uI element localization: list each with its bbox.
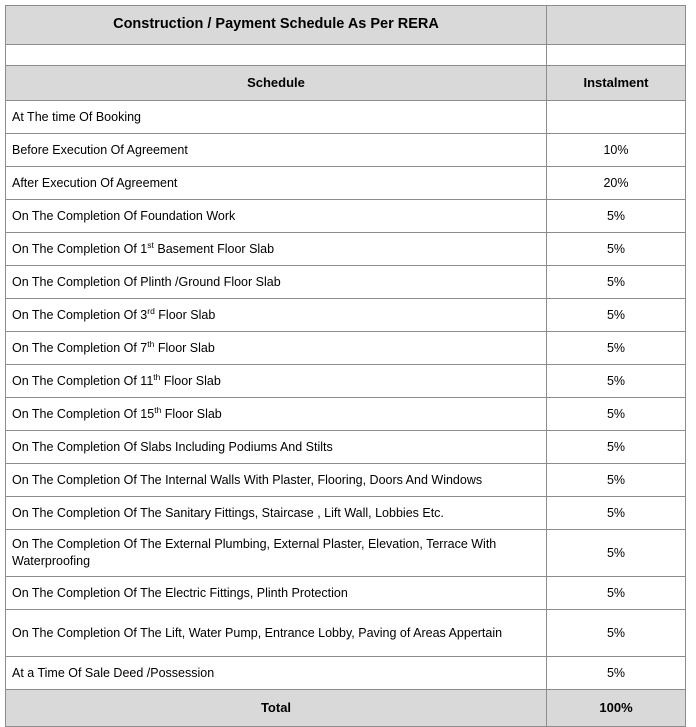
table-row bbox=[6, 299, 686, 332]
table-row bbox=[6, 577, 686, 610]
row-schedule-label bbox=[6, 365, 547, 398]
table-row bbox=[6, 657, 686, 690]
row-schedule-label bbox=[6, 233, 547, 266]
row-instalment-value: 5% bbox=[547, 266, 686, 299]
row-schedule-label: On The Completion Of Slabs Including Podiums And Stilts bbox=[6, 431, 547, 464]
row-instalment-value: 5% bbox=[547, 299, 686, 332]
table-row bbox=[6, 101, 686, 134]
table-row bbox=[6, 134, 686, 167]
title-row-blank-cell bbox=[547, 6, 686, 45]
spacer-cell-right bbox=[547, 45, 686, 66]
total-value: 100% bbox=[547, 690, 686, 727]
row-text-before: On The Completion Of 15 bbox=[12, 406, 155, 421]
row-schedule-label: On The Completion Of The Lift, Water Pump, Entrance Lobby, Paving of Areas Appertain bbox=[6, 610, 547, 657]
row-text-after: Basement Floor Slab bbox=[153, 241, 275, 256]
spacer-cell-left bbox=[6, 45, 547, 66]
row-instalment-value: 5% bbox=[547, 610, 686, 657]
column-header-schedule: Schedule bbox=[6, 66, 547, 101]
table-title-row bbox=[6, 6, 686, 45]
row-text-superscript: rd bbox=[147, 305, 155, 316]
row-schedule-label: After Execution Of Agreement bbox=[6, 167, 547, 200]
row-text-before: On The Completion Of 3 bbox=[12, 307, 148, 322]
row-schedule-label: At The time Of Booking bbox=[6, 101, 547, 134]
row-instalment-value: 5% bbox=[547, 200, 686, 233]
row-instalment-value: 10% bbox=[547, 134, 686, 167]
row-text-before: On The Completion Of 7 bbox=[12, 340, 148, 355]
total-label: Total bbox=[6, 690, 547, 727]
document-sheet bbox=[0, 5, 696, 716]
table-row bbox=[6, 200, 686, 233]
row-schedule-label: On The Completion Of Plinth /Ground Floor Slab bbox=[6, 266, 547, 299]
row-instalment-value: 5% bbox=[547, 398, 686, 431]
row-text-after: Floor Slab bbox=[154, 340, 215, 355]
row-instalment-value: 5% bbox=[547, 657, 686, 690]
row-schedule-label bbox=[6, 332, 547, 365]
table-row bbox=[6, 431, 686, 464]
row-schedule-label: On The Completion Of The Internal Walls With Plaster, Flooring, Doors And Windows bbox=[6, 464, 547, 497]
document-title: Construction / Payment Schedule As Per RERA bbox=[6, 6, 547, 45]
row-text-superscript: st bbox=[147, 239, 154, 250]
row-instalment-value bbox=[547, 101, 686, 134]
table-body bbox=[6, 6, 686, 727]
row-instalment-value: 5% bbox=[547, 431, 686, 464]
row-instalment-value: 20% bbox=[547, 167, 686, 200]
column-header-instalment: Instalment bbox=[547, 66, 686, 101]
row-instalment-value: 5% bbox=[547, 530, 686, 577]
table-row bbox=[6, 464, 686, 497]
table-row bbox=[6, 398, 686, 431]
table-row bbox=[6, 233, 686, 266]
row-schedule-label: On The Completion Of The Sanitary Fittings, Staircase , Lift Wall, Lobbies Etc. bbox=[6, 497, 547, 530]
row-schedule-label: Before Execution Of Agreement bbox=[6, 134, 547, 167]
row-instalment-value: 5% bbox=[547, 365, 686, 398]
row-instalment-value: 5% bbox=[547, 577, 686, 610]
row-text-before: On The Completion Of 11 bbox=[12, 373, 154, 388]
table-row bbox=[6, 365, 686, 398]
spacer-row bbox=[6, 45, 686, 66]
table-row bbox=[6, 497, 686, 530]
row-schedule-label: On The Completion Of Foundation Work bbox=[6, 200, 547, 233]
row-text-after: Floor Slab bbox=[160, 373, 221, 388]
table-row bbox=[6, 266, 686, 299]
row-text-superscript: th bbox=[154, 404, 162, 415]
row-schedule-label bbox=[6, 398, 547, 431]
table-total-row bbox=[6, 690, 686, 727]
row-instalment-value: 5% bbox=[547, 332, 686, 365]
row-text-after: Floor Slab bbox=[161, 406, 222, 421]
row-instalment-value: 5% bbox=[547, 464, 686, 497]
row-text-superscript: th bbox=[147, 338, 155, 349]
row-text-before: On The Completion Of 1 bbox=[12, 241, 148, 256]
table-row bbox=[6, 610, 686, 657]
row-text-after: Floor Slab bbox=[154, 307, 216, 322]
row-schedule-label: At a Time Of Sale Deed /Possession bbox=[6, 657, 547, 690]
row-instalment-value: 5% bbox=[547, 497, 686, 530]
construction-payment-schedule-table bbox=[5, 5, 686, 727]
table-row bbox=[6, 530, 686, 577]
table-row bbox=[6, 332, 686, 365]
row-schedule-label bbox=[6, 299, 547, 332]
table-row bbox=[6, 167, 686, 200]
row-instalment-value: 5% bbox=[547, 233, 686, 266]
row-text-superscript: th bbox=[153, 371, 161, 382]
table-header-row bbox=[6, 66, 686, 101]
row-schedule-label: On The Completion Of The Electric Fittings, Plinth Protection bbox=[6, 577, 547, 610]
row-schedule-label: On The Completion Of The External Plumbing, External Plaster, Elevation, Terrace With Waterproofing bbox=[6, 530, 547, 577]
